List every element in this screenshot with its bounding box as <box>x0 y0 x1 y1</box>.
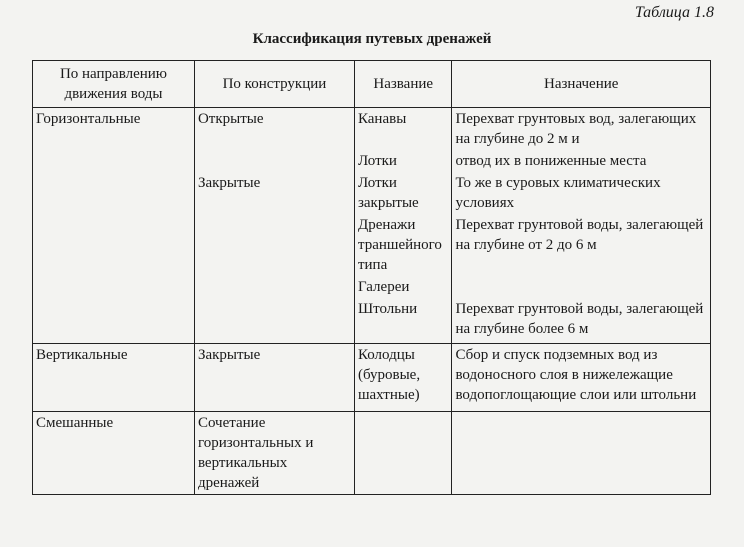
table-row <box>33 276 711 298</box>
cell-purpose: Перехват грунтовой воды, залегающей на глубине более 6 м <box>452 298 711 344</box>
cell-name: Галереи <box>354 276 451 298</box>
cell-purpose: Сбор и спуск подземных вод из водоносного слоя в нижележащие водопоглощающие слои или штольни <box>452 344 711 412</box>
cell-name: Лотки <box>354 150 451 172</box>
header-purpose: Назначение <box>452 61 711 108</box>
table-row <box>33 150 711 172</box>
table-row <box>33 172 711 214</box>
cell-construction: Закрытые <box>194 172 354 214</box>
table-row <box>33 298 711 344</box>
table-row <box>33 108 711 151</box>
cell-name <box>354 412 451 495</box>
drainage-classification-table <box>32 60 711 495</box>
cell-construction: Сочетание горизонтальных и вертикальных дренажей <box>194 412 354 495</box>
cell-name: Колодцы (буровые, шахтные) <box>354 344 451 412</box>
cell-construction <box>194 276 354 298</box>
header-direction: По направлению движения воды <box>33 61 195 108</box>
cell-purpose <box>452 276 711 298</box>
cell-construction <box>194 150 354 172</box>
cell-direction <box>33 276 195 298</box>
cell-direction: Горизонтальные <box>33 108 195 151</box>
table-row <box>33 412 711 495</box>
cell-direction <box>33 172 195 214</box>
cell-name: Лотки закрытые <box>354 172 451 214</box>
cell-construction <box>194 298 354 344</box>
cell-purpose <box>452 412 711 495</box>
cell-direction: Вертикальные <box>33 344 195 412</box>
cell-name: Дренажи траншейного типа <box>354 214 451 276</box>
cell-name: Штольни <box>354 298 451 344</box>
table-caption: Таблица 1.8 <box>634 4 714 21</box>
cell-purpose: То же в суровых климатических условиях <box>452 172 711 214</box>
table-row <box>33 214 711 276</box>
cell-construction <box>194 214 354 276</box>
header-construction: По конструкции <box>194 61 354 108</box>
cell-direction <box>33 150 195 172</box>
table-title: Классификация путевых дренажей <box>252 31 492 47</box>
cell-name: Канавы <box>354 108 451 151</box>
cell-direction <box>33 298 195 344</box>
cell-direction <box>33 214 195 276</box>
cell-construction: Закрытые <box>194 344 354 412</box>
header-name: Название <box>354 61 451 108</box>
cell-purpose: отвод их в пониженные места <box>452 150 711 172</box>
table-row <box>33 344 711 412</box>
header-row <box>33 61 711 108</box>
cell-purpose: Перехват грунтовых вод, залегающих на глубине до 2 м и <box>452 108 711 151</box>
cell-purpose: Перехват грунтовой воды, залегающей на глубине от 2 до 6 м <box>452 214 711 276</box>
cell-construction: Открытые <box>194 108 354 151</box>
cell-direction: Смешанные <box>33 412 195 495</box>
